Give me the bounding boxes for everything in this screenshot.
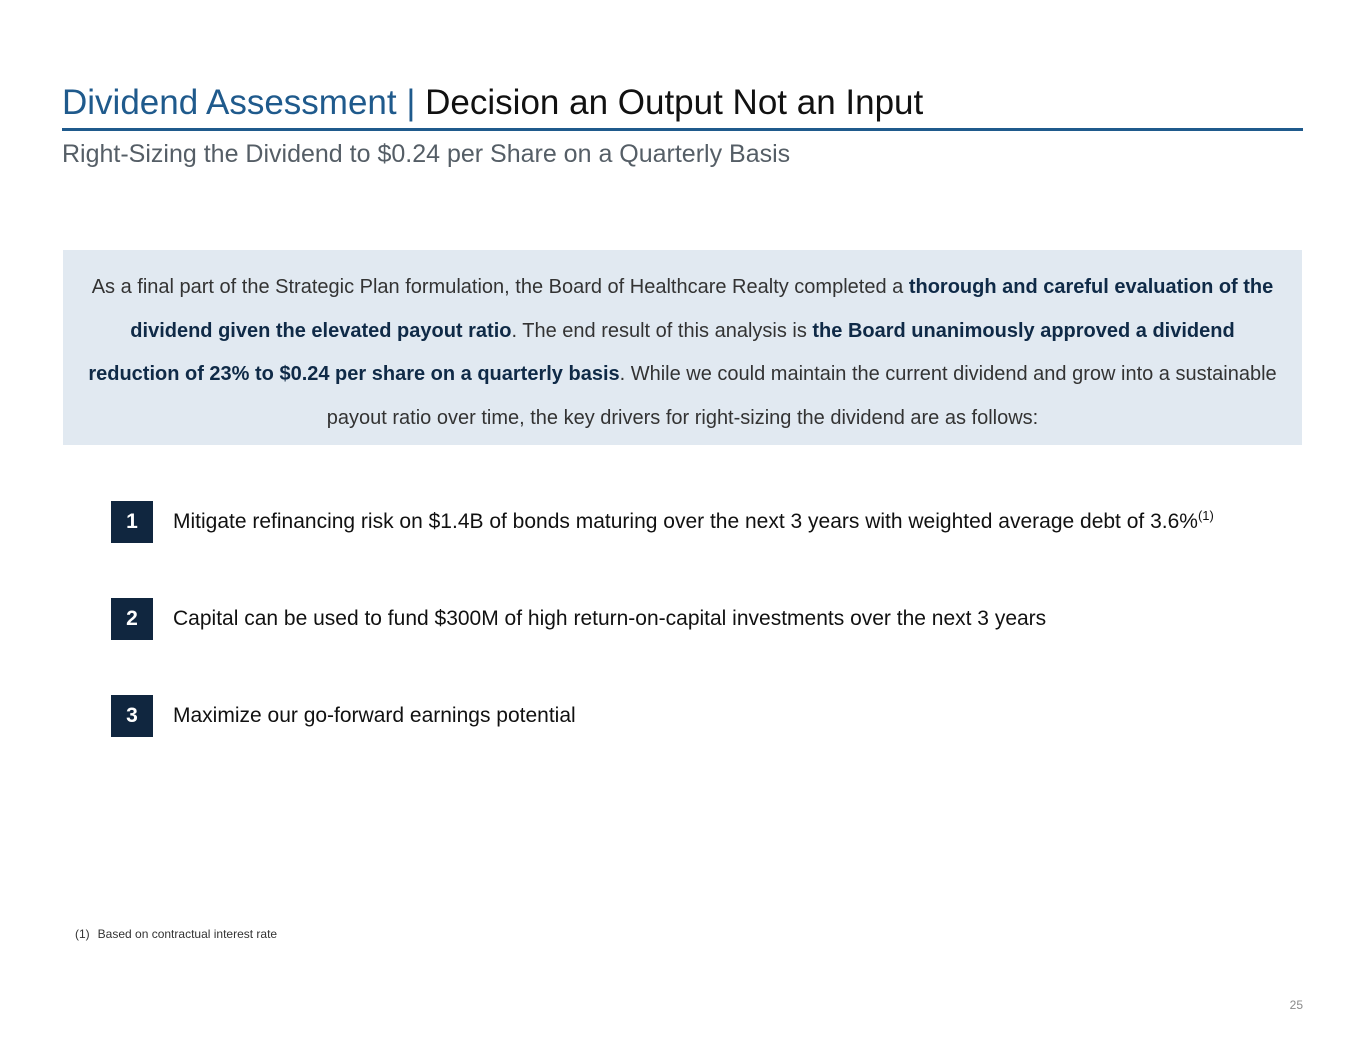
footnote-reference: (1) (1197, 508, 1214, 523)
driver-text: Maximize our go-forward earnings potential (173, 704, 576, 727)
callout-bold-2: the Board unanimously approved a dividend reduction of 23% to $0.24 per share on a quarterly basis (88, 319, 1235, 385)
footnote-text: Based on contractual interest rate (97, 927, 278, 941)
footnote-mark: (1) (75, 927, 90, 941)
summary-callout (63, 250, 1302, 445)
footnote (75, 927, 277, 941)
driver-text: Capital can be used to fund $300M of high return-on-capital investments over the next 3 years (173, 607, 1047, 630)
callout-bold-1: thorough and careful evaluation of the dividend given the elevated payout ratio (130, 276, 1274, 342)
callout-text-1: As a final part of the Strategic Plan formulation, the Board of Healthcare Realty completed a (91, 276, 909, 298)
page-number: 25 (1289, 998, 1303, 1012)
callout-text-3: . While we could maintain the current dividend and grow into a sustainable payout ratio over time, the key drivers for right-sizing the dividend are as follows: (326, 363, 1277, 429)
driver-item-2 (111, 598, 1046, 640)
page-subtitle: Right-Sizing the Dividend to $0.24 per Share on a Quarterly Basis (62, 140, 791, 168)
page-title (62, 82, 923, 124)
callout-text-2: . The end result of this analysis is (511, 319, 813, 342)
driver-item-3 (111, 695, 576, 737)
title-accent: Dividend Assessment | (62, 83, 416, 122)
driver-text (173, 510, 1214, 534)
title-main: Decision an Output Not an Input (425, 83, 924, 122)
driver-number-badge: 1 (111, 501, 153, 543)
driver-number-badge: 3 (111, 695, 153, 737)
driver-number-badge: 2 (111, 598, 153, 640)
title-divider (62, 128, 1303, 131)
driver-item-1 (111, 501, 1214, 543)
driver-text-content: Mitigate refinancing risk on $1.4B of bonds maturing over the next 3 years with weighted average debt of 3.6% (173, 510, 1198, 533)
